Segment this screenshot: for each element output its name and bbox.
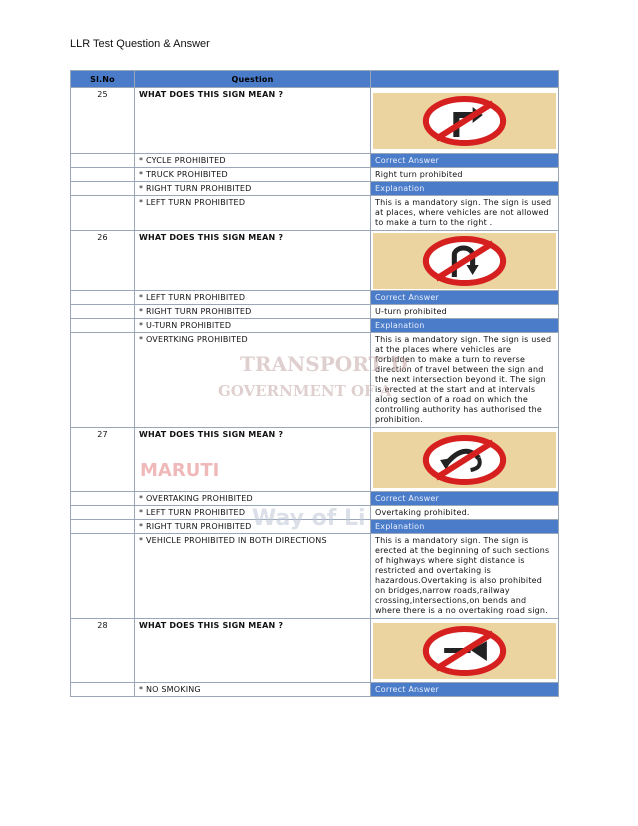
option: * RIGHT TURN PROHIBITED <box>135 520 371 534</box>
qa-table <box>70 70 559 697</box>
option: * U-TURN PROHIBITED <box>135 319 371 333</box>
option-row <box>71 520 559 534</box>
explanation-label: Explanation <box>371 319 559 333</box>
sign-cell <box>371 88 559 154</box>
option: * LEFT TURN PROHIBITED <box>135 196 371 231</box>
option: * RIGHT TURN PROHIBITED <box>135 182 371 196</box>
question-number: 28 <box>71 619 135 683</box>
no-right-turn-sign-icon <box>373 93 556 149</box>
correct-answer-label: Correct Answer <box>371 154 559 168</box>
answer-text: Overtaking prohibited. <box>371 506 559 520</box>
option-row <box>71 291 559 305</box>
watermark-line2: GOVERNMENT OF A <box>218 382 392 400</box>
option: * LEFT TURN PROHIBITED <box>135 291 371 305</box>
question-text: WHAT DOES THIS SIGN MEAN ? <box>135 428 371 492</box>
sign-cell <box>371 231 559 291</box>
option-row <box>71 333 559 428</box>
sign-cell <box>371 428 559 492</box>
option-row <box>71 305 559 319</box>
explanation-text: This is a mandatory sign. The sign is used at the places where vehicles are forbidden to make a turn to reverse direction of travel between the sign and the next intersection beyond it. The sign is erected at the start and at intervals along section of a road on which the controlling authority has authorised the prohibition. <box>371 333 559 428</box>
question-row <box>71 428 559 492</box>
no-horn-sign-icon <box>373 623 556 679</box>
option: * NO SMOKING <box>135 683 371 697</box>
question-row <box>71 231 559 291</box>
explanation-text: This is a mandatory sign. The sign is used at places, where vehicles are not allowed to make a turn to the right . <box>371 196 559 231</box>
header-row <box>71 71 559 88</box>
option: * RIGHT TURN PROHIBITED <box>135 305 371 319</box>
question-number: 25 <box>71 88 135 154</box>
option-row <box>71 154 559 168</box>
correct-answer-label: Correct Answer <box>371 291 559 305</box>
sign-cell <box>371 619 559 683</box>
option-row <box>71 319 559 333</box>
explanation-label: Explanation <box>371 182 559 196</box>
question-text: WHAT DOES THIS SIGN MEAN ? <box>135 88 371 154</box>
option: * VEHICLE PROHIBITED IN BOTH DIRECTIONS <box>135 534 371 619</box>
no-u-turn-sign-icon <box>373 233 556 289</box>
watermark-tagline: Way of Li <box>252 506 366 531</box>
watermark-line1: TRANSPORT D <box>240 352 408 376</box>
answer-text: Right turn prohibited <box>371 168 559 182</box>
option-row <box>71 506 559 520</box>
option-row <box>71 168 559 182</box>
question-number: 27 <box>71 428 135 492</box>
header-question: Question <box>135 71 371 88</box>
explanation-label: Explanation <box>371 520 559 534</box>
option: * TRUCK PROHIBITED <box>135 168 371 182</box>
correct-answer-label: Correct Answer <box>371 492 559 506</box>
option-row <box>71 534 559 619</box>
option-row <box>71 182 559 196</box>
answer-text: U-turn prohibited <box>371 305 559 319</box>
option-row <box>71 683 559 697</box>
header-slno: Sl.No <box>71 71 135 88</box>
option: * LEFT TURN PROHIBITED <box>135 506 371 520</box>
option-row <box>71 196 559 231</box>
question-number: 26 <box>71 231 135 291</box>
question-text: WHAT DOES THIS SIGN MEAN ? <box>135 619 371 683</box>
option: * OVERTAKING PROHIBITED <box>135 492 371 506</box>
correct-answer-label: Correct Answer <box>371 683 559 697</box>
header-blank <box>371 71 559 88</box>
option: * OVERTKING PROHIBITED <box>135 333 371 428</box>
watermark-brand: MARUTI <box>140 460 220 481</box>
question-text: WHAT DOES THIS SIGN MEAN ? <box>135 231 371 291</box>
question-row <box>71 88 559 154</box>
question-row <box>71 619 559 683</box>
option-row <box>71 492 559 506</box>
explanation-text: This is a mandatory sign. The sign is erected at the beginning of such sections of highways where sight distance is restricted and overtaking is hazardous.Overtaking is also prohibited on bridges,narrow roads,railway crossing,intersections,on bends and where there is a no overtaking road sign. <box>371 534 559 619</box>
no-overtaking-sign-icon <box>373 432 556 488</box>
document-title: LLR Test Question & Answer <box>70 38 210 50</box>
option: * CYCLE PROHIBITED <box>135 154 371 168</box>
